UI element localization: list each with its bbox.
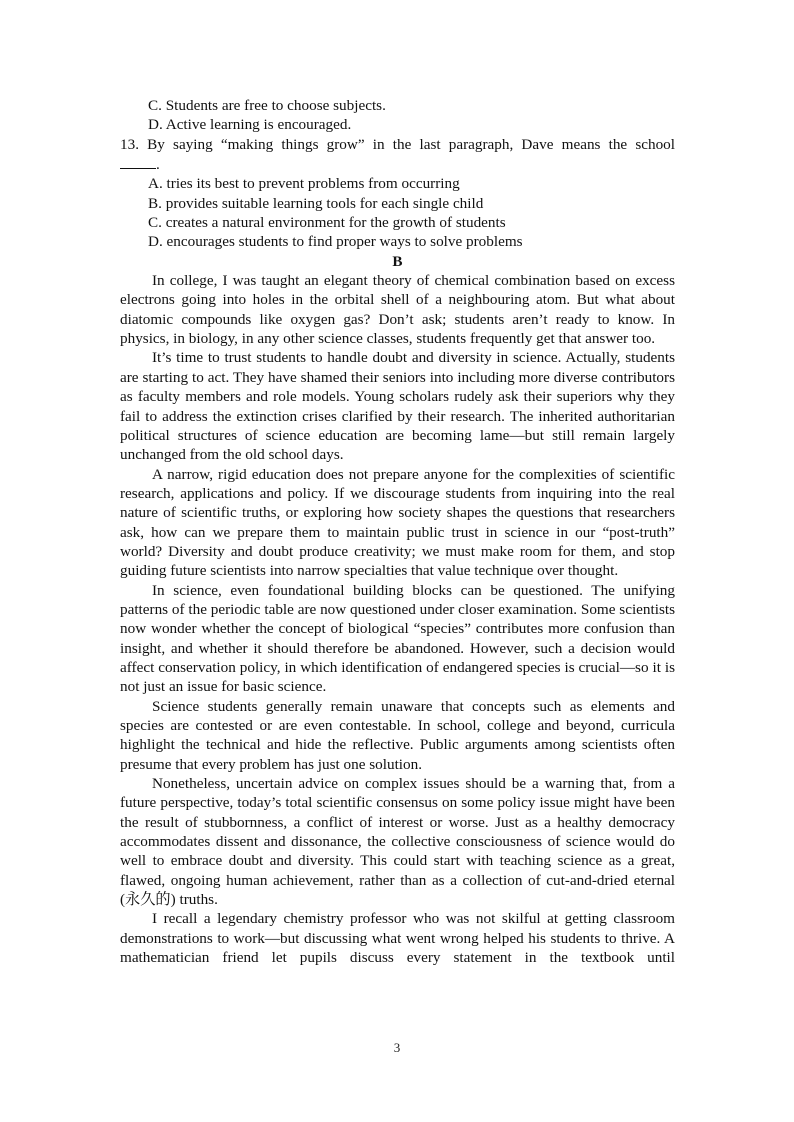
question-13-option-d: D. encourages students to find proper ways to solve problems (148, 233, 523, 251)
section-title: B (392, 252, 403, 270)
question-13-option-a: A. tries its best to prevent problems from occurring (148, 175, 460, 193)
page-number: 3 (393, 1040, 401, 1055)
paragraph-1: In college, I was taught an elegant theory of chemical combination based on excess electrons going into holes in the orbital shell of a neighbouring atom. But what about diatomic compounds like oxygen gas? Don’t ask; students aren’t ready to know. In physics, in biology, in any other science classes, students frequently get that answer too. (120, 272, 675, 348)
answer-blank (120, 154, 156, 169)
question-13-option-b: B. provides suitable learning tools for each single child (148, 194, 484, 212)
paragraph-2: It’s time to trust students to handle doubt and diversity in science. Actually, students are starting to act. They have shamed their seniors into including more diverse contributors as faculty members and role models. Young scholars rudely ask their superiors why they fail to address the extinction crises clarified by their research. The inherited authoritarian political structures of science education are becoming lame—but still remain largely unchanged from the old school days. (120, 349, 675, 464)
question-13-option-c: C. creates a natural environment for the growth of students (148, 214, 506, 232)
paragraph-7: I recall a legendary chemistry professor who was not skilful at getting classroom demonstrations to work—but discussing what went wrong helped his students to thrive. A mathematician friend let pupils discuss every statement in the textbook until (120, 910, 675, 967)
paragraph-5: Science students generally remain unaware that concepts such as elements and species are contested or are even contestable. In school, college and beyond, curricula highlight the technical and hide the reflective. Public arguments among scientists often presume that every problem has just one solution. (120, 697, 675, 773)
question-13-blank-end: . (156, 156, 160, 174)
option-c-prev: C. Students are free to choose subjects. (148, 97, 386, 114)
question-13-stem: 13. By saying “making things grow” in the last paragraph, Dave means the school (120, 135, 675, 153)
paragraph-3: A narrow, rigid education does not prepare anyone for the complexities of scientific research, applications and policy. If we discourage students from inquiring into the real nature of scientific truths, or exploring how society shapes the questions that researchers ask, how can we prepare them to maintain public trust in science in our “post-truth” world? Diversity and doubt produce creativity; we must make room for them, and stop guiding future scientists into narrow specialties that value technique over thought. (120, 465, 675, 580)
question-13-blank-line (120, 154, 675, 174)
exam-page (120, 96, 675, 967)
paragraph-4: In science, even foundational building blocks can be questioned. The unifying patterns of the periodic table are now questioned under closer examination. Some scientists now wonder whether the concept of biological “species” contributes more confusion than insight, and whether it should therefore be abandoned. However, such a decision would affect conservation policy, in which identification of endangered species is crucial—so it is not just an issue for basic science. (120, 581, 675, 696)
option-d-prev: D. Active learning is encouraged. (148, 116, 352, 134)
paragraph-6: Nonetheless, uncertain advice on complex issues should be a warning that, from a future perspective, today’s total scientific consensus on some policy issue might have been the result of stubbornness, a conflict of interest or worse. Just as a healthy democracy accommodates dissent and dissonance, the collective consciousness of science would do well to embrace doubt and diversity. This could start with teaching science as a great, flawed, ongoing human achievement, rather than as a collection of cut-and-dried eternal (永久的) truths. (120, 775, 675, 909)
